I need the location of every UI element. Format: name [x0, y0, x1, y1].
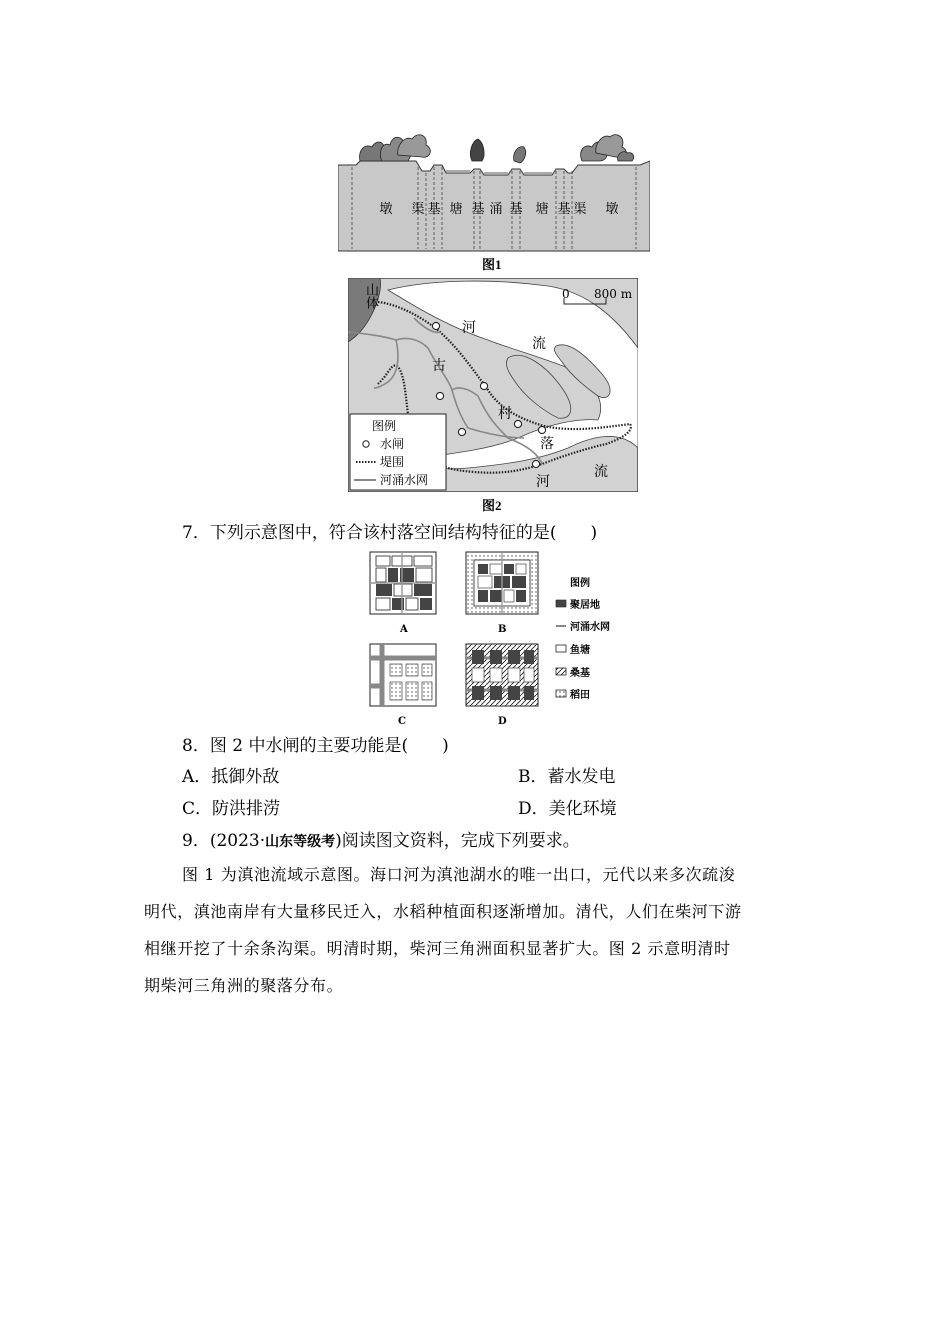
legend-item: 河涌水网: [380, 473, 429, 487]
q7-legend-item: 桑基: [570, 668, 590, 679]
q8-option-a[interactable]: A．抵御外敌: [182, 767, 280, 787]
scale-label: 800 m: [594, 287, 633, 301]
paddy-legend-icon: [556, 690, 566, 697]
fig1-label: 基: [427, 202, 441, 217]
map-char: 河: [536, 474, 550, 490]
q8-option-b[interactable]: B．蓄水发电: [518, 767, 616, 787]
legend-item: 水闸: [380, 437, 405, 451]
fig1-label: 塘: [535, 202, 549, 217]
fig1-label: 基: [557, 202, 571, 217]
fig1-label: 塘: [449, 202, 463, 217]
pond-legend-icon: [556, 645, 566, 652]
tree-icons: [360, 135, 634, 163]
q7-legend-title: 图例: [570, 578, 590, 589]
panel-d: [466, 644, 538, 706]
fig1-label: 墩: [379, 202, 393, 217]
q7-option-diagrams: [366, 550, 626, 730]
legend-item: 堤围: [380, 455, 405, 469]
q8-option-c[interactable]: C．防洪排涝: [182, 799, 281, 819]
scale-zero: 0: [562, 287, 570, 301]
map-char: 流: [532, 336, 546, 352]
q7-legend-item: 聚居地: [570, 600, 600, 611]
fig1-label: 基: [471, 202, 485, 217]
settlement-legend-icon: [556, 600, 566, 607]
passage-line: 明代，滇池南岸有大量移民迁入，水稻种植面积逐渐增加。清代，人们在柴河下游: [144, 902, 742, 921]
q7-legend-item: 稻田: [570, 690, 590, 701]
panel-a: [370, 552, 436, 614]
map-char: 流: [594, 464, 608, 480]
figure2-caption: 图2: [482, 498, 502, 513]
q9-suffix: )阅读图文资料，完成下列要求。: [335, 831, 580, 851]
panel-c: [370, 644, 436, 706]
map-char: 落: [540, 436, 554, 452]
figure2-map: [348, 278, 638, 492]
passage-line: 图 1 为滇池流域示意图。海口河为滇池湖水的唯一出口，元代以来多次疏浚: [182, 865, 736, 884]
legend-title: 图例: [372, 419, 397, 433]
panel-label: B: [498, 624, 507, 635]
fig1-label: 墩: [605, 202, 619, 217]
question-9: [182, 830, 580, 853]
fig1-label: 基: [509, 202, 523, 217]
figure1-cross-section: [338, 125, 650, 255]
map-char: 村: [498, 406, 512, 422]
passage-line: 相继开挖了十余条沟渠。明清时期，柴河三角洲面积显著扩大。图 2 示意明清时: [144, 939, 731, 958]
fig1-label: 渠: [411, 202, 425, 217]
panel-b: [466, 552, 538, 614]
q8-option-d[interactable]: D．美化环境: [518, 799, 617, 819]
q7-legend-item: 河涌水网: [570, 622, 610, 633]
fig1-label: 涌: [489, 202, 503, 217]
map-char: 古: [432, 358, 446, 374]
panel-label: A: [400, 624, 408, 635]
map-char: 河: [462, 320, 476, 336]
fig1-label: 渠: [573, 202, 587, 217]
sluice-icon: [363, 441, 369, 447]
panel-label: D: [498, 716, 507, 727]
q9-prefix: 9．(2023·: [182, 831, 266, 851]
figure1-caption: 图1: [482, 257, 502, 272]
question-7: 7．下列示意图中，符合该村落空间结构特征的是( ): [182, 523, 598, 543]
panel-label: C: [398, 716, 406, 727]
mulberry-legend-icon: [556, 668, 566, 675]
mountain-label-text: 山体: [352, 283, 378, 298]
q7-legend-item: 鱼塘: [570, 645, 590, 656]
passage-line: 期柴河三角洲的聚落分布。: [144, 976, 344, 995]
question-8: 8．图 2 中水闸的主要功能是( ): [182, 736, 449, 756]
q9-source: 山东等级考: [265, 834, 336, 850]
